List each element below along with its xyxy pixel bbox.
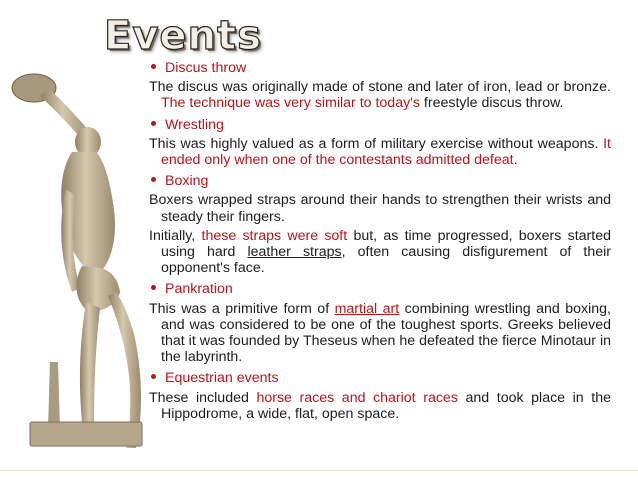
text-run: , often causing disfigurement of their opponent's face. (161, 244, 611, 277)
text-run: Boxers wrapped straps around their hands to strengthen their wrists and steady their fingers. (149, 192, 611, 225)
paragraph-pankration (149, 301, 611, 366)
paragraph-boxing-2 (149, 228, 611, 277)
bullet-heading: Pankration (165, 281, 233, 298)
slide-body (149, 58, 611, 425)
bullet-dot-icon (151, 285, 156, 290)
highlighted-text: these straps were soft (201, 227, 348, 244)
highlighted-text: It ended only when one of the contestants admitted defeat (161, 135, 611, 169)
bullet-equestrian-events (151, 368, 611, 388)
bullet-dot-icon (151, 121, 156, 126)
text-run: but, as time progressed, boxers started using hard (161, 227, 611, 261)
bullet-boxing (151, 171, 611, 191)
highlighted-text: The technique was very similar to today's (161, 95, 420, 112)
paragraph-boxing-1 (149, 192, 611, 224)
bullet-heading: Discus throw (165, 60, 247, 76)
leather-straps-link[interactable]: leather straps (247, 244, 342, 261)
bullet-heading: Boxing (165, 173, 209, 190)
text-run: These included (149, 389, 257, 406)
bullet-discus-throw (151, 58, 611, 78)
bullet-dot-icon (151, 177, 156, 182)
discus-thrower-statue-icon (0, 30, 150, 470)
paragraph-equestrian-events (149, 390, 611, 422)
text-run: The discus was originally made of stone and later of iron, lead or bronze. (149, 79, 611, 96)
bullet-wrestling (151, 115, 611, 135)
bullet-heading: Equestrian events (165, 370, 279, 387)
bullet-dot-icon (151, 374, 156, 379)
text-run: and took place in the Hippodrome, a wide, flat, open space. (161, 389, 611, 422)
bottom-divider (0, 470, 638, 471)
bullet-pankration (151, 279, 611, 299)
text-run: combining wrestling and boxing, and was considered to be one of the toughest sports. Greeks believed that it was founded by Theseus when he defeated the fierce Minotaur in the labyrinth. (161, 300, 611, 366)
highlighted-text: horse races and chariot races (256, 389, 458, 406)
martial-art-link[interactable]: martial art (334, 300, 400, 317)
text-run: This was highly valued as a form of military exercise without weapons. (149, 135, 604, 152)
text-run: . (513, 152, 518, 169)
bullet-heading: Wrestling (165, 116, 224, 133)
text-run: Initially, (149, 227, 202, 244)
text-run: freestyle discus throw. (419, 95, 564, 112)
paragraph-discus-throw (149, 79, 611, 111)
bullet-dot-icon (151, 64, 156, 69)
slide-title: Events (104, 13, 262, 59)
paragraph-wrestling (149, 136, 611, 168)
text-run: This was a primitive form of (149, 300, 335, 317)
